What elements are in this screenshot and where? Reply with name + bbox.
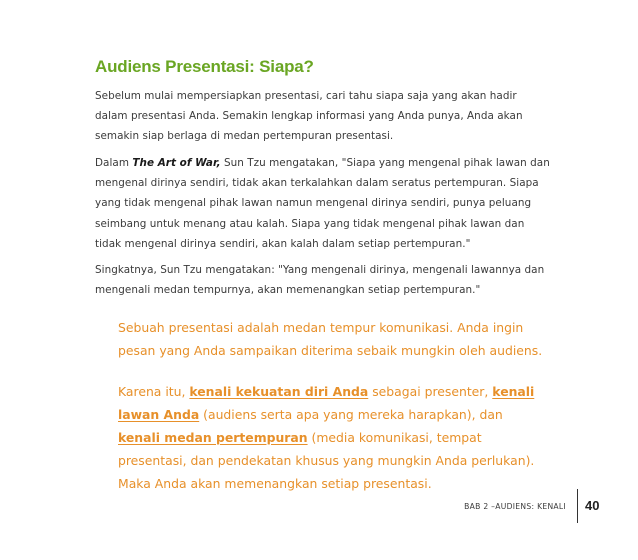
callout-text: (audiens serta apa yang mereka harapkan), dan xyxy=(199,407,503,422)
paragraph-summary: Singkatnya, Sun Tzu mengatakan: "Yang mengenali dirinya, mengenali lawannya dan mengenali medan tempurnya, akan memenangkan setiap pertempuran." xyxy=(95,264,545,297)
section-heading: Audiens Presentasi: Siapa? xyxy=(95,57,314,76)
footer-chapter-label: BAB 2 –AUDIENS: KENALI xyxy=(464,502,566,511)
book-title: The Art of War, xyxy=(132,157,221,169)
highlight-opponent: kenali lawan Anda xyxy=(118,384,535,422)
paragraph-prefix: Dalam xyxy=(95,157,133,169)
highlight-self: kenali kekuatan diri Anda xyxy=(189,384,369,399)
paragraph-sun-tzu-quote xyxy=(95,153,550,254)
paragraph-quote: Sun Tzu mengatakan, "Siapa yang mengenal pihak lawan dan mengenal dirinya sendiri, tidak akan terkalahkan dalam seratus pertempuran. Siapa yang tidak mengenal pihak lawan namun mengenal dirinya sendiri, punya peluang seimbang untuk menang atau kalah. Siapa yang tidak mengenal pihak lawan dan tidak mengenal dirinya sendiri, akan kalah dalam setiap pertempuran." xyxy=(95,157,550,250)
callout-advice xyxy=(118,380,548,495)
paragraph-intro: Sebelum mulai mempersiapkan presentasi, cari tahu siapa saja yang akan hadir dalam presentasi Anda. Semakin lengkap informasi yang Anda punya, Anda akan semakin siap berlaga di medan pertempuran presentasi. xyxy=(95,90,523,143)
callout-text: Karena itu, xyxy=(118,384,190,399)
callout-battlefield: Sebuah presentasi adalah medan tempur komunikasi. Anda ingin pesan yang Anda sampaikan diterima sebaik mungkin oleh audiens. xyxy=(118,320,543,358)
callout-text: sebagai presenter, xyxy=(368,384,493,399)
page-number: 40 xyxy=(585,498,600,513)
highlight-battlefield: kenali medan pertempuran xyxy=(118,430,308,445)
footer-divider xyxy=(577,489,578,523)
callout-text: (media komunikasi, tempat presentasi, dan pendekatan khusus yang mungkin Anda perlukan). Maka Anda akan memenangkan setiap presentasi. xyxy=(118,430,535,491)
